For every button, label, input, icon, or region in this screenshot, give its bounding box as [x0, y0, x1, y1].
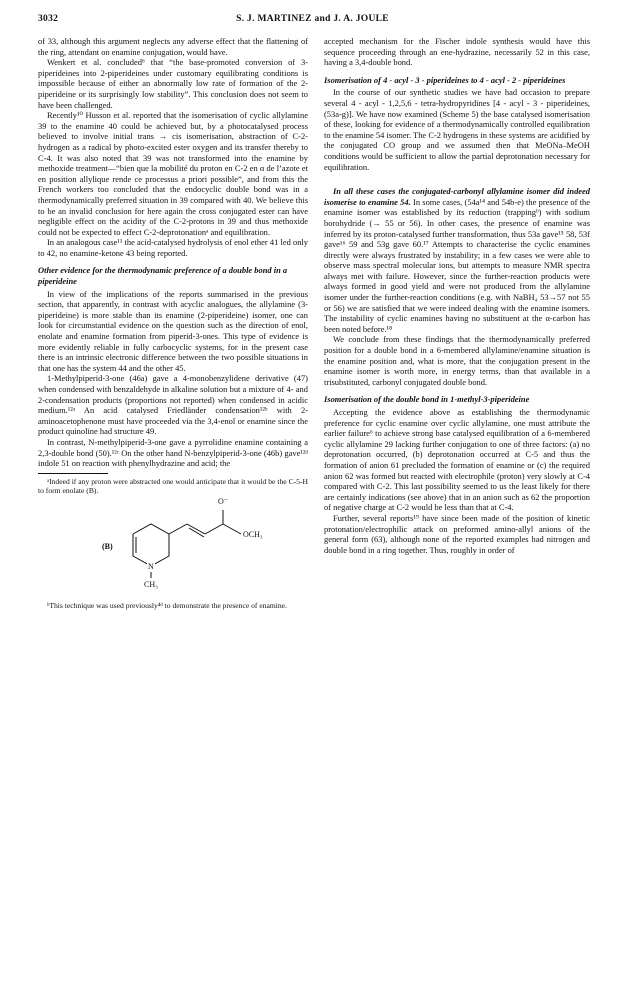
left-column [38, 36, 308, 610]
paragraph: We conclude from these findings that the thermodynamically preferred position for a double bond in a 6-membered allylamine/enamine situation is the enamine position and, what is more, that the conjugation present in the enamine isomer is worth more, in energy terms, than that available in a trisubstituted, carbonyl conjugated double bond. [324, 334, 590, 387]
paragraph: In the course of our synthetic studies we have had occasion to prepare several 4 - acyl - 1,2,5,6 - tetra-hydropyridines [4 - acyl - 3 - piperideines, (53a-g)]. We have now examined (Scheme 5) the base catalysed isomerisation of these, looking for evidence of a thermodynamically controlled equilibration to the enamine 54 isomer. The C-2 hydrogens in these systems are acidified by the conjugated CO group and we assumed then that MeONa–MeOH conditions would be sufficient to allow the partial deprotonation necessary for equilibration. [324, 87, 590, 172]
paragraph: Recently¹⁰ Husson et al. reported that the isomerisation of cyclic allylamine 39 to the enamine 40 could be achieved but, by a photocatalysed process believed to involve initial trans → cis isomerisation, abstraction of C-2-hydrogen as a radical by photo-excited ester oxygen and its transfer thereby to C-4. It was also noted that 39 was not transformed into the enamine by methoxide treatment—“bien que la mobilité du proton en C-2 en α de l’azote et en position allylique rende ce processus a priori possible”, and from this the French workers too concluded that the endocyclic double bond was in a thermodynamically preferred situation in 39 compared with 40. We believe this to be an invalid conclusion for here again the cross conjugated ester can have negligible effect on the acidity of the C-2-protons in 39 and thus methoxide could not be expected to effect C-2-deprotonationᵃ and equilibration. [38, 110, 308, 237]
footnote-rule [38, 473, 108, 474]
section-heading: Isomerisation of 4 - acyl - 3 - piperideines to 4 - acyl - 2 - piperideines [324, 74, 566, 85]
page-number: 3032 [38, 14, 59, 24]
paragraph: Accepting the evidence above as establishing the thermodynamic preference for cyclic enamine over cyclic allylamine, one must attribute the earlier failure⁶ to achieve strong base catalysed equilibration of a 6-membered cyclic allylamine 29 lacking further conjugation to one of three factors: (a) no deprotonation occurred, (b) deprotonation occurred at C-5 and thus the formation of anion 61 precluded the formation of enamine or (c) the required anion 62 was formed but reacted with electrophile (proton) very slowly at C-4 compared with C-2. This last possibility seemed to us the least likely for there are certainly indications (see above) that in an anion such as 62 the proportion of negative charge at C-2 would be less than that at C-4. [324, 407, 590, 513]
lead-emphasis: In all these cases the conjugated-carbonyl allylamine isomer did indeed isomerise to enamine 54. [324, 186, 590, 207]
structure-drawing [38, 500, 308, 598]
running-authors: S. J. MARTINEZ and J. A. JOULE [236, 14, 389, 24]
paragraph: Wenkert et al. concluded⁶ that “the base-promoted conversion of 3-piperideines into 2-piperideines under customary equilibrating conditions is impossible because of either an abnormally low rate of formation of the 2-piperideine or its surprisingly low stability”. This conclusion does not seem to have been challenged. [38, 57, 308, 110]
section-heading: Isomerisation of the double bond in 1-methyl-3-piperideine [324, 394, 530, 405]
oxide-label: O⁻ [218, 496, 228, 506]
paragraph: In view of the implications of the reports summarised in the previous section, that apparently, in contrast with acyclic analogues, the allylamine (3-piperideine) is more stable than its enamine (2-piperideine) isomer, one can look for circumstantial evidence on the question such as the direction of enol, enolate and enamine formation from piperid-3-ones. This type of evidence is more evidently reliable in fully carbocyclic systems, for in the present case there is an intrinsic electronic difference between the two possible situations in that one has the system 44 and the other 45. [38, 288, 308, 373]
methoxy-label: OCH₃ [243, 529, 263, 539]
section-heading: Other evidence for the thermodynamic preference of a double bond in a piperideine [38, 265, 288, 287]
methyl-label: CH₃ [144, 579, 158, 589]
structure-label: (B) [102, 541, 113, 551]
right-column [324, 36, 590, 555]
paragraph: 1-Methylpiperid-3-one (46a) gave a 4-monobenzylidene derivative (47) when condensed with benzaldehyde in alkaline solution but a mixture of 4- and 2-condensation products (proportions not reported) when condensed in acidic medium.¹²ᵃ An acid catalysed Friedländer condensation¹²ᵇ with 2-aminoacetophenone must have proceeded via the 3,4-enol or enamine since the product quinoline had structure 49. [38, 373, 308, 437]
paragraph: Further, several reports¹⁹ have since been made of the position of kinetic protonation/electrophilic attack on preformed amino-allyl anions of the general form (63), although none of the reported examples had nitrogen and double bond in a ring together. Thus, roughly in order of [324, 512, 590, 555]
paragraph: In an analogous case¹¹ the acid-catalysed hydrolysis of enol ether 41 led only to 42, no enamine-ketone 43 being reported. [38, 237, 308, 258]
paragraph: of 33, although this argument neglects any adverse effect that the flattening of the ring, attendant on enamine conjugation, would have. [38, 36, 308, 57]
footnote-b: ᵇThis technique was used previously⁴ᵈ to demonstrate the presence of enamine. [47, 600, 287, 610]
paragraph: In contrast, N-methylpiperid-3-one gave a pyrrolidine enamine containing a 2,3-double bond (50).¹²ᶜ On the other hand N-benzylpiperid-3-one (46b) gave¹²ᵈ indole 51 on reaction with phenylhydrazine and acid; the [38, 436, 308, 469]
footnote-a: ᵃIndeed if any proton were abstracted one would anticipate that it would be the C-5-H to form enolate (B). [38, 476, 308, 496]
paragraph-gap [324, 172, 590, 186]
margin-mark [316, 832, 318, 842]
chemical-structure-b [38, 496, 308, 598]
running-header [38, 14, 587, 28]
paragraph: accepted mechanism for the Fischer indole synthesis would have this sequence proceeding through an ene-hydrazine, necessarily 52 in this case, having a 3,4-double bond. [324, 36, 590, 68]
paragraph-lead: In all these cases the conjugated-carbonyl allylamine isomer did indeed isomerise to enamine 54. In some cases, (54a¹⁴ and 54b-e) the presence of the enamine isomer was established by its reduction (trappingᵇ) with sodium borohydride (→ 55 or 56). In other cases, the presence of enamine was inferred by its proton-catalysed further transformation, thus 53a gave¹⁵ 58, 53f gave¹⁶ 59 and 53g gave 60.¹⁷ Attempts to characterise the cyclic enamines directly were always frustrated by instability; in a few cases we were able to observe mass spectral molecular ions, but attempts to measure NMR spectra always met with failure. However, since the further-reaction products were always formed in good yield and were not produced from the allylamine isomer under the further-reaction conditions (e.g. with NaBH₄ 53→57 not 55 or 56) we are satisfied that we were indeed dealing with the enamine isomers. The instability of cyclic enamines having no substituent at the α-carbon has been noted before.¹⁸ [324, 186, 590, 334]
nitrogen-label: N [148, 561, 154, 571]
